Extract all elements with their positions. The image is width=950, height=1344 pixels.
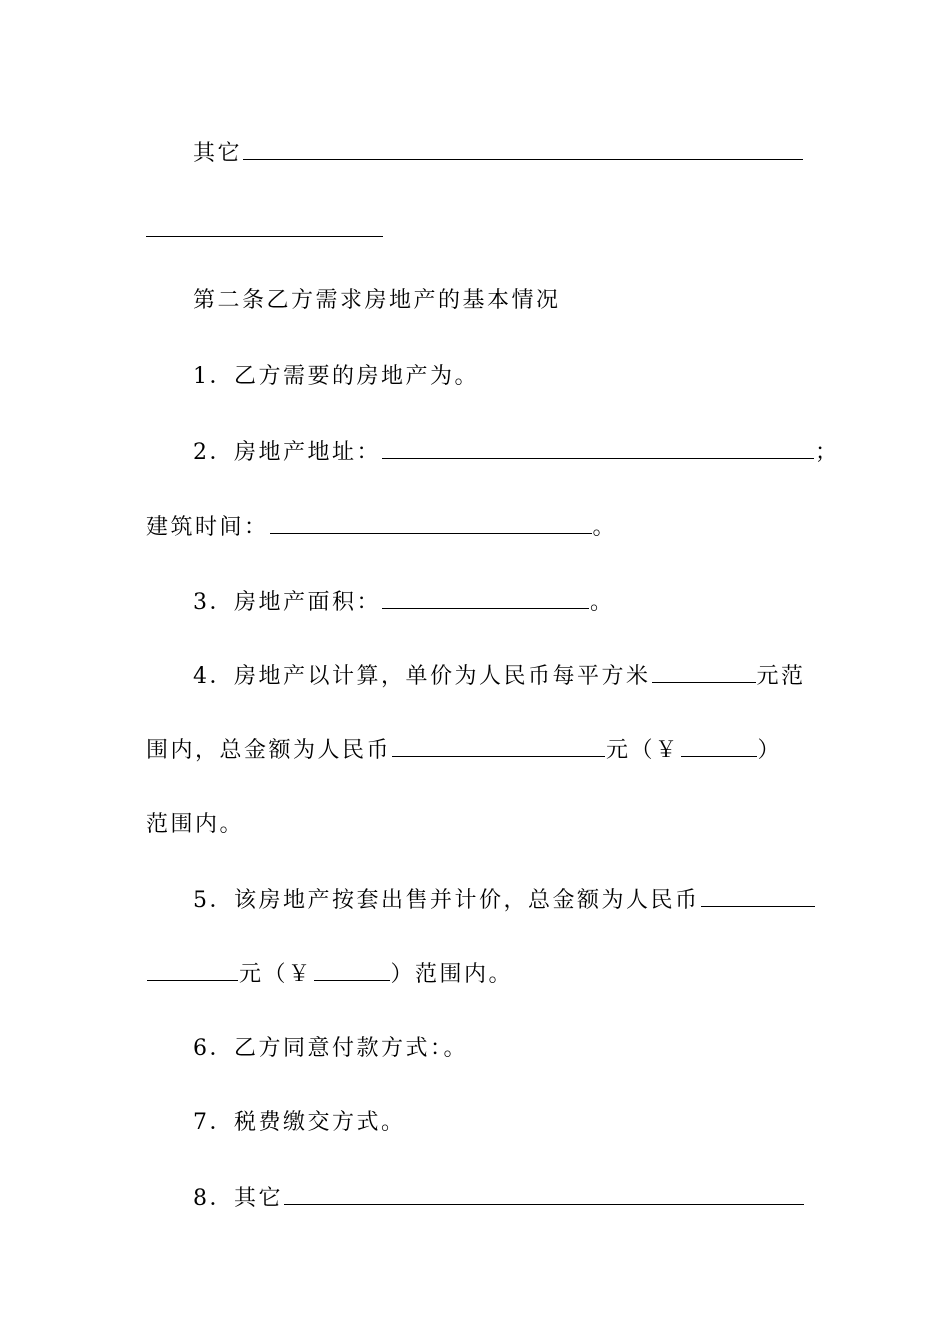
item-4-line-1 (193, 660, 806, 692)
item-7-text: 7．税费缴交方式。 (193, 1110, 406, 1135)
total-amount-blank (392, 734, 605, 757)
item-1 (193, 362, 479, 392)
item-4-line-2 (146, 734, 782, 766)
area-blank (382, 586, 589, 609)
other-label: 其它 (193, 141, 243, 166)
item-4-text: 4．房地产以计算，单价为人民币每平方米 (193, 664, 651, 689)
item-3-label: 3．房地产面积： (193, 590, 381, 615)
build-time-label: 建筑时间： (146, 515, 269, 540)
item-7 (193, 1108, 406, 1138)
other-line-top (193, 137, 804, 169)
item-4-line-3 (146, 810, 244, 840)
item-4-range-text: 范围内。 (146, 812, 245, 837)
total-amount-yen-blank (681, 734, 757, 757)
other-continuation-blank (146, 236, 383, 237)
package-yen-blank (314, 958, 390, 981)
item-1-text: 1．乙方需要的房地产为。 (193, 364, 479, 389)
package-amount-blank-cont (147, 958, 238, 981)
item-2b-end: 。 (592, 515, 618, 540)
item-6 (193, 1034, 468, 1064)
item-4-close-paren: ） (757, 738, 783, 763)
item-5-text: 5．该房地产按套出售并计价，总金额为人民币 (193, 888, 700, 913)
item-8-blank (284, 1182, 804, 1205)
item-6-text: 6．乙方同意付款方式：。 (193, 1036, 468, 1061)
article-2-title (193, 286, 561, 316)
item-3-end: 。 (590, 590, 615, 615)
item-4-total-label: 围内，总金额为人民币 (146, 738, 392, 763)
build-time-blank (270, 511, 592, 534)
item-2-label: 2．房地产地址： (193, 440, 381, 465)
article-2-title-text: 第二条乙方需求房地产的基本情况 (193, 288, 561, 313)
item-8 (193, 1182, 805, 1214)
item-3 (193, 586, 615, 618)
item-5-yuan-label: 元（￥ (239, 962, 313, 987)
item-5-line-1 (193, 884, 816, 916)
item-5-range-text: ）范围内。 (390, 962, 514, 987)
item-2 (193, 436, 840, 468)
item-2b (146, 511, 617, 543)
other-blank (243, 137, 803, 160)
item-5-line-2 (146, 958, 513, 990)
unit-price-blank (652, 660, 756, 683)
package-amount-blank (701, 884, 815, 907)
item-8-label: 8．其它 (193, 1186, 283, 1211)
address-blank (382, 436, 814, 459)
item-2-end: ； (815, 440, 840, 465)
item-4-text-end: 元范 (756, 664, 806, 689)
item-4-yuan-label: 元（￥ (606, 738, 680, 763)
